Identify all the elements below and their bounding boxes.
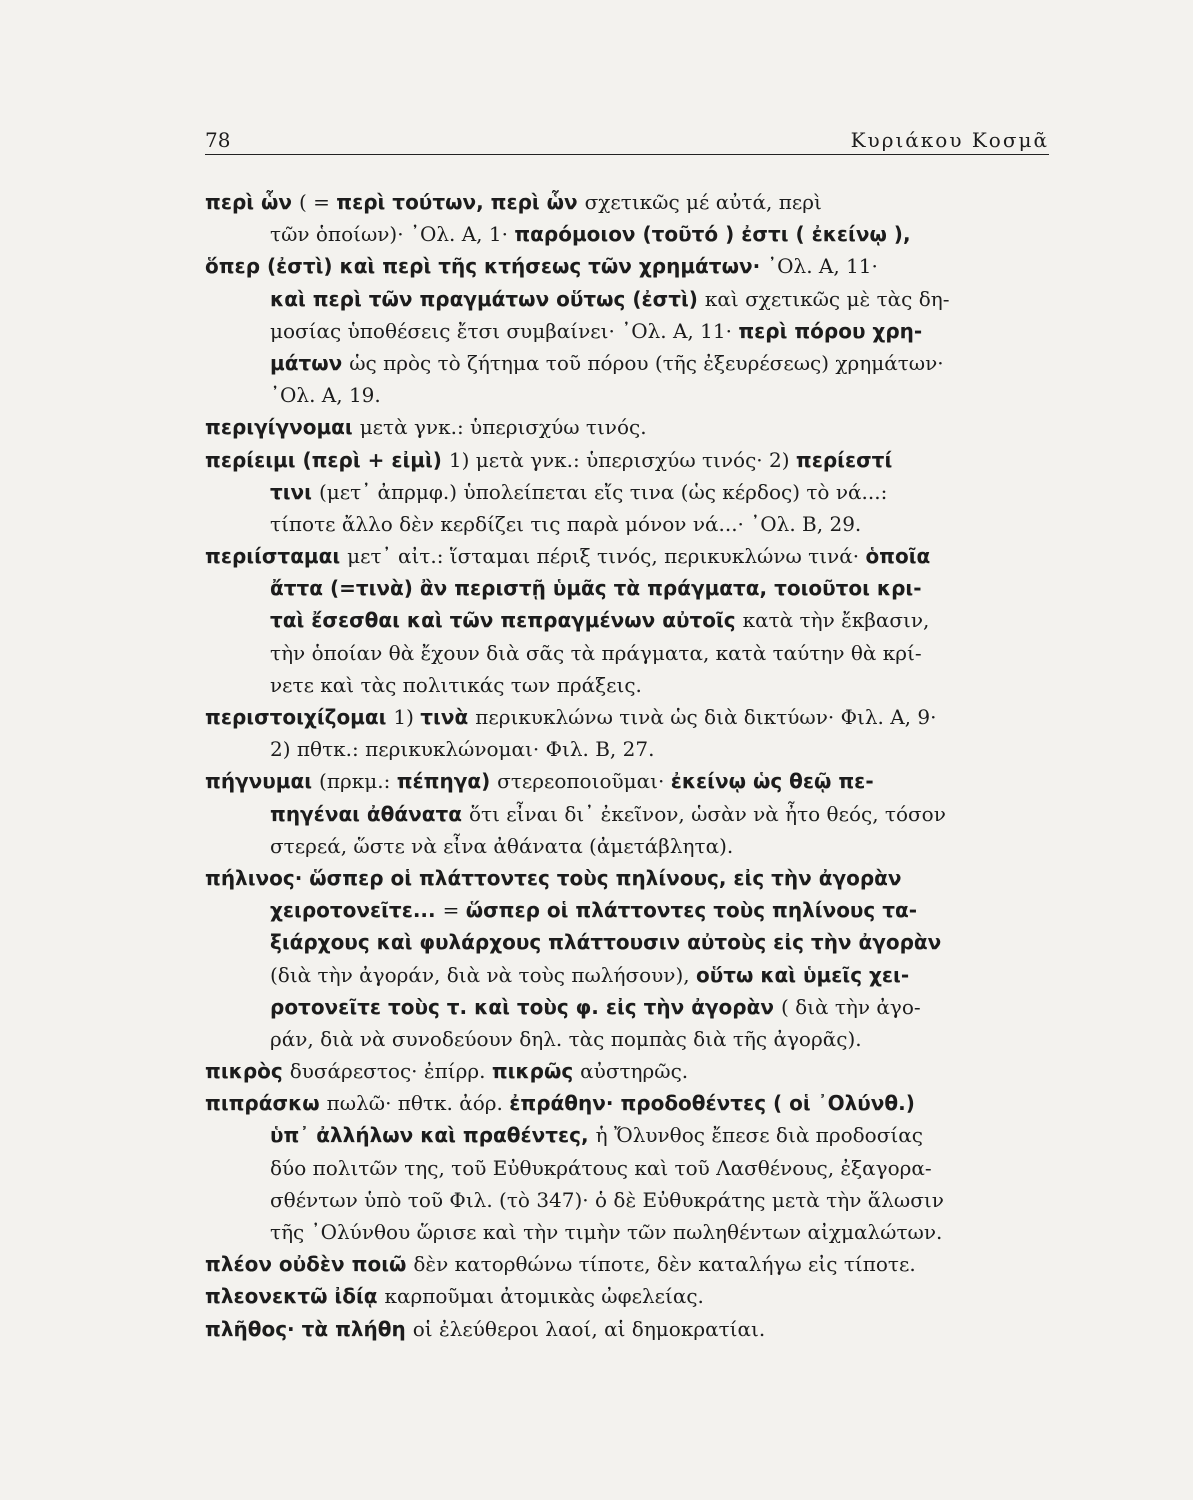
text-line (205, 959, 1055, 991)
headword-text: πλῆθος· τὰ πλήθη (205, 1316, 413, 1341)
headword-text: παρόμοιον (τοῦτό ) ἐστι ( ἐκείνῳ ), (514, 222, 911, 247)
text-line (205, 701, 1055, 733)
text-line (205, 444, 1055, 476)
headword-text: ἐπράθην· προδοθέντες ( οἱ ᾿Ολύνθ.) (509, 1091, 915, 1116)
text-line (205, 1119, 1055, 1151)
definition-text: ᾿Ολ. Α, 19. (270, 383, 381, 408)
text-line (205, 991, 1055, 1023)
headword-text: πιπράσκω (205, 1091, 327, 1116)
headword-text: ξιάρχους καὶ φυλάρχους πλάττουσιν αὐτοὺς εἰς τὴν ἀγορὰν (270, 930, 942, 955)
definition-text: ὡς πρὸς τὸ ζήτημα τοῦ πόρου (τῆς ἐξευρέσεως) χρημάτων· (349, 350, 944, 375)
headword-text: τινι (270, 479, 319, 504)
headword-text: πικρῶς (491, 1059, 581, 1084)
headword-text: πήλινος· ὥσπερ οἱ πλάττοντες τοὺς πηλίνους, εἰς τὴν ἀγορὰν (205, 865, 902, 890)
headword-text: περὶ τούτων, περὶ ὧν (336, 190, 585, 214)
definition-text: τίποτε ἄλλο δὲν κερδίζει τις παρὰ μόνον νά...· ᾿Ολ. Β, 29. (270, 511, 862, 536)
definition-text: καρποῦμαι ἀτομικὰς ὠφελείας. (384, 1284, 704, 1309)
text-line (205, 1313, 1055, 1345)
headword-text: περιστοιχίζομαι (205, 705, 394, 729)
definition-text: καὶ σχετικῶς μὲ τὰς δη- (704, 286, 950, 311)
headword-text: ὁποῖα (865, 544, 931, 569)
headword-text: πήγνυμαι (205, 769, 320, 794)
text-line (205, 476, 1055, 508)
definition-text: ( διὰ τὴν ἀγο- (780, 994, 921, 1019)
running-title: Κυριάκου Κοσμᾶ (850, 128, 1049, 152)
text-line (205, 315, 1055, 347)
headword-text: ὥσπερ οἱ πλάττοντες τοὺς πηλίνους τα- (465, 898, 918, 923)
text-line (205, 411, 1055, 443)
headword-text: ἄττα (=τινὰ) ἂν περιστῇ ὑμᾶς τὰ πράγματα, τοιοῦτοι κρι- (270, 576, 922, 601)
headword-text: οὕτω καὶ ὑμεῖς χει- (695, 962, 910, 987)
definition-text: ᾿Ολ. Α, 11· (767, 254, 878, 279)
text-line (205, 347, 1055, 379)
text-line (205, 1055, 1055, 1087)
text-line (205, 572, 1055, 604)
text-line (205, 604, 1055, 636)
page-header (205, 128, 1049, 155)
headword-text: περίειμι (περὶ + εἰμὶ) (205, 447, 449, 472)
definition-text: περικυκλώνω τινὰ ὡς διὰ δικτύων· Φιλ. Α, 9· (475, 705, 937, 729)
text-line (205, 669, 1055, 701)
text-line (205, 637, 1055, 669)
definition-text: πωλῶ· πθτκ. ἀόρ. (326, 1091, 510, 1116)
headword-text: περὶ πόρου χρη- (738, 318, 923, 343)
text-line (205, 1152, 1055, 1184)
definition-text: 1) (393, 705, 421, 729)
headword-text: ροτονεῖτε τοὺς τ. καὶ τοὺς φ. εἰς τὴν ἀγορὰν (270, 994, 781, 1019)
headword-text: τινὰ (420, 705, 476, 729)
headword-text: μάτων (270, 350, 350, 375)
headword-text: ὑπ᾿ ἀλλήλων καὶ πραθέντες, (270, 1123, 596, 1148)
definition-text: = (442, 898, 466, 923)
headword-text: πικρὸς (205, 1059, 290, 1084)
definition-text: σχετικῶς μέ αὐτά, περὶ (584, 190, 822, 214)
headword-text: πηγέναι ἀθάνατα (270, 801, 469, 826)
definition-text: ράν, διὰ νὰ συνοδεύουν δηλ. τὰς πομπὰς διὰ τῆς ἀγορᾶς). (270, 1026, 862, 1051)
definition-text: (μετ᾿ ἀπρμφ.) ὑπολείπεται εἴς τινα (ὡς κέρδος) τὸ νά...: (318, 479, 888, 504)
definition-text: στερεοποιοῦμαι· (497, 769, 671, 794)
text-line (205, 218, 1055, 250)
headword-text: καὶ περὶ τῶν πραγμάτων οὕτως (ἐστὶ) (270, 286, 705, 311)
text-line (205, 186, 1055, 218)
headword-text: πλέον οὐδὲν ποιῶ (205, 1252, 414, 1277)
definition-text: κατὰ τὴν ἔκβασιν, (742, 608, 930, 633)
headword-text: περιίσταμαι (205, 544, 348, 569)
page-number: 78 (205, 128, 231, 152)
headword-text: περιγίγνομαι (205, 415, 360, 440)
headword-text: πλεονεκτῶ ἰδίᾳ (205, 1284, 385, 1309)
definition-text: δὲν κατορθώνω τίποτε, δὲν καταλήγω εἰς τίποτε. (413, 1252, 916, 1277)
text-line (205, 540, 1055, 572)
text-line (205, 283, 1055, 315)
definition-text: τῶν ὁποίων)· ᾿Ολ. Α, 1· (270, 222, 515, 247)
headword-text: περὶ ὧν (205, 190, 299, 214)
headword-text: ταὶ ἔσεσθαι καὶ τῶν πεπραγμένων αὐτοῖς (270, 608, 743, 633)
text-line (205, 1248, 1055, 1280)
text-line (205, 379, 1055, 411)
definition-text: 2) πθτκ.: περικυκλώνομαι· Φιλ. Β, 27. (270, 737, 655, 762)
definition-text: μετὰ γνκ.: ὑπερισχύω τινός. (359, 415, 647, 440)
headword-text: ὅπερ (ἐστὶ) καὶ περὶ τῆς κτήσεως τῶν χρημάτων· (205, 254, 768, 279)
definition-text: δυσάρεστος· ἐπίρρ. (289, 1059, 492, 1084)
definition-text: οἱ ἐλεύθεροι λαοί, αἱ δημοκρατίαι. (412, 1316, 766, 1341)
headword-text: πέπηγα) (396, 769, 498, 794)
text-line (205, 250, 1055, 282)
definition-text: (διὰ τὴν ἀγοράν, διὰ νὰ τοὺς πωλήσουν), (270, 962, 696, 987)
headword-text: περίεστί (795, 447, 893, 472)
definition-text: δύο πολιτῶν της, τοῦ Εὐθυκράτους καὶ τοῦ Λασθένους, ἐξαγορα- (270, 1155, 932, 1180)
definition-text: ὅτι εἶναι δι᾿ ἐκεῖνον, ὡσὰν νὰ ἦτο θεός, τόσον (468, 801, 946, 826)
headword-text: ἐκείνῳ ὡς θεῷ πε- (670, 769, 874, 794)
definition-text: 1) μετὰ γνκ.: ὑπερισχύω τινός· 2) (448, 447, 796, 472)
text-line (205, 798, 1055, 830)
text-line (205, 1216, 1055, 1248)
definition-text: αὐστηρῶς. (580, 1059, 689, 1084)
text-line (205, 894, 1055, 926)
definition-text: νετε καὶ τὰς πολιτικάς των πράξεις. (270, 672, 642, 697)
text-line (205, 733, 1055, 765)
text-line (205, 926, 1055, 958)
definition-text: στερεά, ὥστε νὰ εἶνα ἀθάνατα (ἀμετάβλητα). (270, 833, 734, 858)
text-line (205, 765, 1055, 797)
text-line (205, 1023, 1055, 1055)
definition-text: (πρκμ.: (319, 769, 397, 794)
dictionary-text (205, 186, 1055, 1345)
text-line (205, 1087, 1055, 1119)
definition-text: τὴν ὁποίαν θὰ ἔχουν διὰ σᾶς τὰ πράγματα, κατὰ ταύτην θὰ κρί- (270, 640, 922, 665)
definition-text: μοσίας ὑποθέσεις ἔτσι συμβαίνει· ᾿Ολ. Α, 11· (270, 318, 739, 343)
text-line (205, 508, 1055, 540)
text-line (205, 862, 1055, 894)
text-line (205, 830, 1055, 862)
headword-text: χειροτονεῖτε... (270, 898, 443, 923)
text-line (205, 1184, 1055, 1216)
text-line (205, 1280, 1055, 1312)
definition-text: ( = (299, 190, 337, 214)
definition-text: μετ᾿ αἰτ.: ἵσταμαι πέριξ τινός, περικυκλώνω τινά· (347, 544, 866, 569)
definition-text: τῆς ᾿Ολύνθου ὥρισε καὶ τὴν τιμὴν τῶν πωληθέντων αἰχμαλώτων. (270, 1220, 943, 1244)
definition-text: σθέντων ὑπὸ τοῦ Φιλ. (τὸ 347)· ὁ δὲ Εὐθυκράτης μετὰ τὴν ἅλωσιν (270, 1187, 944, 1212)
definition-text: ἡ Ὄλυνθος ἔπεσε διὰ προδοσίας (595, 1123, 923, 1148)
